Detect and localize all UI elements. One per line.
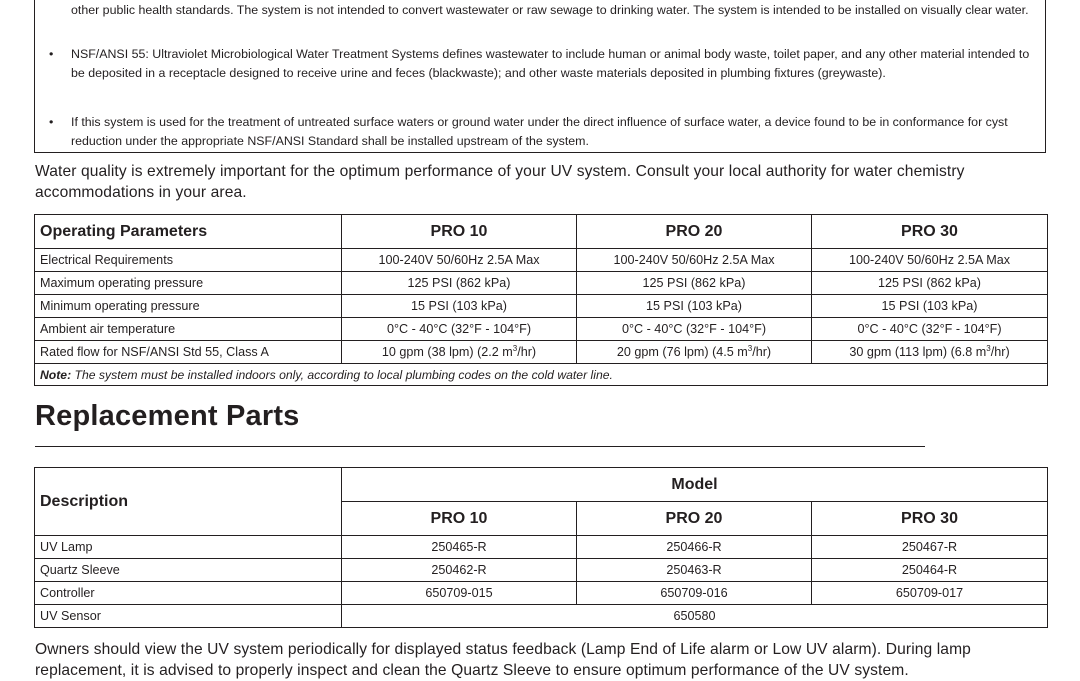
cell-value: 0°C - 40°C (32°F - 104°F)	[342, 318, 577, 341]
table-row	[35, 295, 1048, 318]
row-label: Rated flow for NSF/ANSI Std 55, Class A	[35, 341, 342, 364]
header-pro30: PRO 30	[812, 215, 1048, 249]
operating-parameters-table	[34, 214, 1048, 386]
row-label: UV Lamp	[35, 536, 342, 559]
cell-value: 250466-R	[577, 536, 812, 559]
cell-value: 650709-015	[342, 582, 577, 605]
table-note	[35, 364, 1048, 386]
cell-value: 125 PSI (862 kPa)	[342, 272, 577, 295]
cell-value: 125 PSI (862 kPa)	[812, 272, 1048, 295]
cell-value: 250462-R	[342, 559, 577, 582]
cell-value: 650709-016	[577, 582, 812, 605]
cell-value	[812, 341, 1048, 364]
flow-unit: /hr)	[517, 345, 537, 359]
replacement-parts-table	[34, 467, 1048, 628]
cell-value: 650580	[342, 605, 1048, 628]
row-label: Ambient air temperature	[35, 318, 342, 341]
cell-value: 250464-R	[812, 559, 1048, 582]
cell-value: 0°C - 40°C (32°F - 104°F)	[577, 318, 812, 341]
flow-text: 20 gpm (76 lpm) (4.5 m	[616, 345, 748, 359]
header-pro20: PRO 20	[577, 215, 812, 249]
cell-value	[577, 341, 812, 364]
table-row-uv-sensor	[35, 605, 1048, 628]
parts-header-row	[35, 468, 1048, 502]
table-note-row	[35, 364, 1048, 386]
cell-value: 250467-R	[812, 536, 1048, 559]
cell-value: 650709-017	[812, 582, 1048, 605]
table-header-row	[35, 215, 1048, 249]
note-text: The system must be installed indoors only, according to local plumbing codes on the cold water line.	[71, 367, 613, 382]
flow-unit: /hr)	[990, 345, 1010, 359]
note-text: If this system is used for the treatment of untreated surface waters or ground water under the direct influence of surface water, a device found to be in conformance for cyst reduction under the appropriate NSF/ANSI Standard shall be installed upstream of the system.	[71, 115, 1008, 149]
cell-value: 100-240V 50/60Hz 2.5A Max	[577, 249, 812, 272]
header-description: Description	[35, 468, 342, 536]
cell-value: 100-240V 50/60Hz 2.5A Max	[812, 249, 1048, 272]
cell-value: 125 PSI (862 kPa)	[577, 272, 812, 295]
cell-value: 100-240V 50/60Hz 2.5A Max	[342, 249, 577, 272]
notes-box	[34, 0, 1046, 153]
replacement-parts-heading: Replacement Parts	[35, 400, 300, 432]
note-text: NSF/ANSI 55: Ultraviolet Microbiological Water Treatment Systems defines wastewater to include human or animal body waste, toilet paper, and any other material intended to be deposited in a receptacle designed to receive urine and feces (blackwaste); and other waste materials deposited in plumbing fixtures (greywaste).	[71, 47, 1030, 81]
superscript: 3	[512, 343, 518, 353]
header-pro10: PRO 10	[342, 215, 577, 249]
note-text: other public health standards. The system is not intended to convert wastewater or raw sewage to drinking water. The system is intended to be installed on visually clear water.	[71, 3, 1029, 18]
flow-text: 30 gpm (113 lpm) (6.8 m	[849, 345, 987, 359]
owners-paragraph: Owners should view the UV system periodically for displayed status feedback (Lamp End of Life alarm or Low UV alarm). During lamp replacement, it is advised to properly inspect and clean the Quartz Sleeve to ensure optimum performance of the UV system.	[35, 641, 971, 679]
cell-value	[342, 341, 577, 364]
table-row-flow	[35, 341, 1048, 364]
flow-text: 10 gpm (38 lpm) (2.2 m	[381, 345, 513, 359]
superscript: 3	[986, 343, 991, 353]
water-quality-paragraph: Water quality is extremely important for the optimum performance of your UV system. Consult your local authority for water chemistry accommodations in your area.	[35, 163, 965, 201]
header-operating-parameters: Operating Parameters	[35, 215, 342, 249]
row-label: Minimum operating pressure	[35, 295, 342, 318]
header-pro30: PRO 30	[812, 502, 1048, 536]
row-label: Controller	[35, 582, 342, 605]
row-label: Maximum operating pressure	[35, 272, 342, 295]
cell-value: 250465-R	[342, 536, 577, 559]
bullet: •	[49, 47, 54, 61]
table-row	[35, 272, 1048, 295]
table-row	[35, 249, 1048, 272]
row-label: Electrical Requirements	[35, 249, 342, 272]
header-model: Model	[342, 468, 1048, 502]
superscript: 3	[747, 343, 753, 353]
bullet: •	[49, 115, 54, 129]
cell-value: 15 PSI (103 kPa)	[577, 295, 812, 318]
cell-value: 250463-R	[577, 559, 812, 582]
table-row	[35, 582, 1048, 605]
table-row	[35, 559, 1048, 582]
table-row	[35, 536, 1048, 559]
cell-value: 15 PSI (103 kPa)	[342, 295, 577, 318]
header-pro20: PRO 20	[577, 502, 812, 536]
header-pro10: PRO 10	[342, 502, 577, 536]
bullet	[49, 0, 53, 1]
row-label: Quartz Sleeve	[35, 559, 342, 582]
table-row	[35, 318, 1048, 341]
cell-value: 15 PSI (103 kPa)	[812, 295, 1048, 318]
heading-divider	[35, 446, 925, 447]
row-label: UV Sensor	[35, 605, 342, 628]
cell-value: 0°C - 40°C (32°F - 104°F)	[812, 318, 1048, 341]
flow-unit: /hr)	[752, 345, 772, 359]
note-label: Note:	[40, 367, 72, 382]
